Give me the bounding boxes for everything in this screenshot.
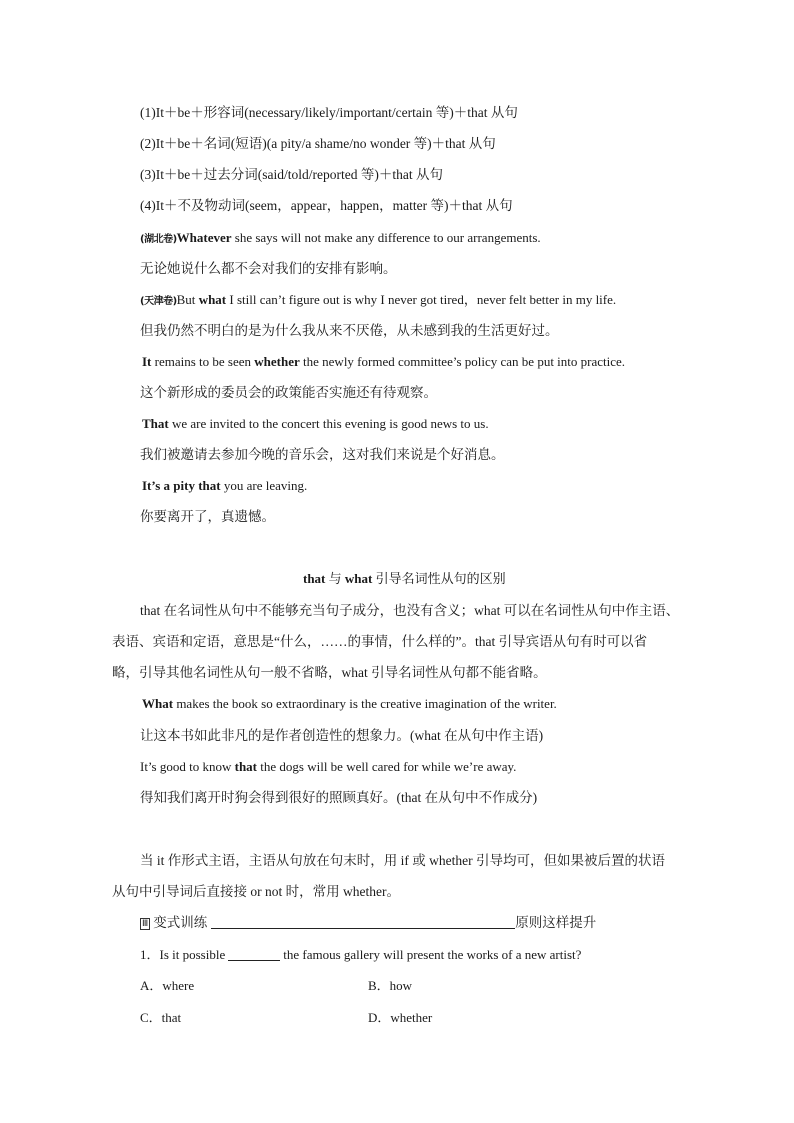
exercise-header <box>140 914 596 932</box>
keyword: that <box>234 759 258 774</box>
section-paragraph-line-3: 略，引导其他名词性从句一般不省略，what 引导名词性从句都不能省略。 <box>112 665 547 680</box>
keyword: It <box>142 354 152 369</box>
example-2-translation: 但我仍然不明白的是为什么我从来不厌倦，从未感到我的生活更好过。 <box>140 323 559 338</box>
section-number-badge: Ⅲ <box>142 919 149 929</box>
source-tag: (湖北卷) <box>140 234 177 245</box>
section-example-a-translation: 让这本书如此非凡的是作者创造性的想象力。(what 在从句中作主语) <box>140 728 544 743</box>
source-tag: (天津卷) <box>140 296 177 307</box>
keyword: Whatever <box>176 230 232 245</box>
exercise-tail: 原则这样提升 <box>515 915 597 930</box>
section-title: that 与 what 引导名词性从句的区别 <box>303 571 506 586</box>
section-paragraph-line-2: 表语、宾语和定语，意思是“什么，……的事情，什么样的”。that 引导宾语从句有时可以省 <box>112 634 648 649</box>
rule-2: (2)It＋be＋名词(短语)(a pity/a shame/no wonder 等)＋that 从句 <box>140 136 496 151</box>
example-4-translation: 我们被邀请去参加今晚的音乐会，这对我们来说是个好消息。 <box>140 447 505 462</box>
example-1-sentence: (湖北卷)Whatever she says will not make any difference to our arrangements. <box>140 230 541 245</box>
keyword: what <box>198 292 227 307</box>
note-line-2: 从句中引导词后直接接 or not 时，常用 whether。 <box>112 884 400 899</box>
example-3-translation: 这个新形成的委员会的政策能否实施还有待观察。 <box>140 385 437 400</box>
option-d[interactable]: D．whether <box>368 1010 433 1025</box>
section-example-a-sentence: What makes the book so extraordinary is the creative imagination of the writer. <box>142 696 557 711</box>
exercise-label: 变式训练 <box>153 915 208 930</box>
section-paragraph-line-1: that 在名词性从句中不能够充当句子成分，也没有含义；what 可以在名词性从句中作主语、 <box>140 603 680 618</box>
rule-4: (4)It＋不及物动词(seem，appear，happen，matter 等)＋that 从句 <box>140 198 513 213</box>
example-4-sentence: That we are invited to the concert this evening is good news to us. <box>142 416 489 431</box>
example-5-sentence: It’s a pity that you are leaving. <box>142 478 308 493</box>
keyword: whether <box>254 354 300 369</box>
option-c[interactable]: C．that <box>140 1010 182 1025</box>
keyword: It’s a pity that <box>142 478 221 493</box>
keyword: What <box>142 696 174 711</box>
header-rule <box>211 916 515 929</box>
keyword: That <box>142 416 169 431</box>
example-5-translation: 你要离开了，真遗憾。 <box>140 509 275 524</box>
rule-1: (1)It＋be＋形容词(necessary/likely/important/certain 等)＋that 从句 <box>140 105 518 120</box>
example-1-translation: 无论她说什么都不会对我们的安排有影响。 <box>140 261 397 276</box>
example-3-sentence: It remains to be seen whether the newly formed committee’s policy can be put into practice. <box>142 354 626 369</box>
note-line-1: 当 it 作形式主语，主语从句放在句末时，用 if 或 whether 引导均可，但如果被后置的状语 <box>140 853 665 868</box>
section-example-b-translation: 得知我们离开时狗会得到很好的照顾真好。(that 在从句中不作成分) <box>140 790 538 805</box>
option-a[interactable]: A．where <box>140 978 195 993</box>
answer-blank[interactable] <box>228 948 280 961</box>
rule-3: (3)It＋be＋过去分词(said/told/reported 等)＋that 从句 <box>140 167 443 182</box>
section-example-b-sentence: It’s good to know that the dogs will be well cared for while we’re away. <box>140 759 517 774</box>
example-2-sentence: (天津卷)But what I still can’t figure out is why I never got tired，never felt better in my life. <box>140 292 617 307</box>
option-b[interactable]: B．how <box>368 978 413 993</box>
question-1: 1．Is it possible the famous gallery will present the works of a new artist? <box>140 947 582 962</box>
